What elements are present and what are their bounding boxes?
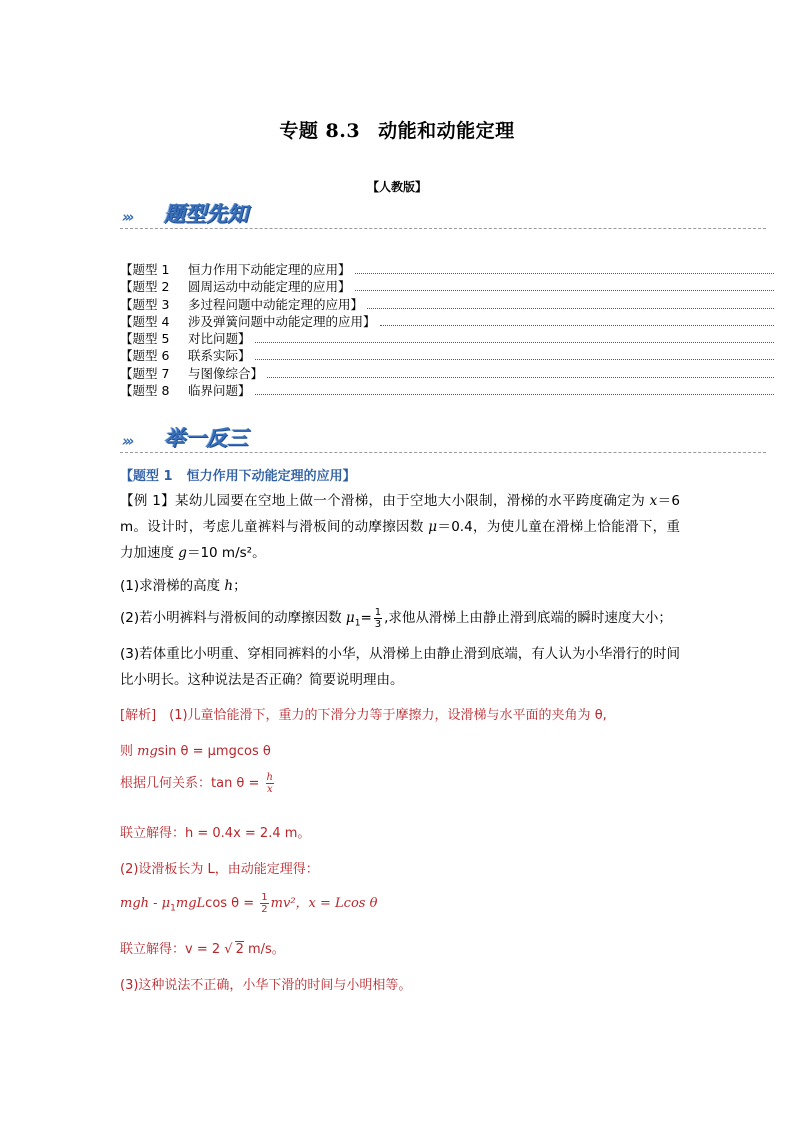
toc-item-5[interactable] [120, 329, 774, 346]
toc-leader-dots [355, 280, 774, 291]
question-1: (1)求滑梯的高度 h； [120, 578, 247, 594]
edition-label: 【人教版】 [366, 180, 427, 194]
title-text: 动能和动能定理 [378, 120, 515, 142]
example-intro: 【例 1】某幼儿园要在空地上做一个滑梯，由于空地大小限制，滑梯的水平跨度确定为 x＝6 m。设计时，考虑儿童裤料与滑板间的动摩擦因数 μ＝0.4，为使儿童在滑梯上恰能滑下，重力加速度 g＝10 m/s²。 [120, 493, 681, 561]
toc-item-label: 【题型 1 恒力作用下动能定理的应用】 [120, 262, 351, 277]
toc-item-4[interactable] [120, 312, 774, 329]
question-3: (3)若体重比小明重、穿相同裤料的小华，从滑梯上由静止滑到底端，有人认为小华滑行的时间比小明长。这种说法是否正确？简要说明理由。 [120, 646, 680, 688]
toc-leader-dots [267, 367, 774, 378]
toc-item-label: 【题型 5 对比问题】 [120, 331, 251, 347]
toc-item-label: 【题型 4 涉及弹簧问题中动能定理的应用】 [120, 313, 376, 329]
title-number: 专题 8.3 [279, 120, 361, 142]
toc-item-1[interactable] [120, 260, 774, 277]
toc-item-6[interactable] [120, 346, 774, 363]
toc-item-label: 【题型 6 联系实际】 [120, 348, 251, 364]
arrows-icon: ››› [122, 208, 132, 226]
toc-leader-dots [255, 332, 774, 343]
toc-item-8[interactable] [120, 381, 774, 398]
toc-leader-dots [380, 315, 774, 326]
solution-line-6: mgh - $\mu_1mgLcos$ θ = $\frac{1}{2}$ mv²，x = Lcos θ [120, 892, 378, 915]
banner-practice [120, 424, 766, 453]
section-heading: 【题型 1 恒力作用下动能定理的应用】 [120, 469, 356, 484]
arrows-icon: ››› [122, 432, 132, 450]
toc-leader-dots [255, 384, 774, 395]
solution-line-1: [解析] (1)儿童恰能滑下，重力的下滑分力等于摩擦力，设滑梯与水平面的夹角为 θ, [120, 708, 607, 723]
solution-line-2: 则 mgsin θ = μmgcos θ [120, 744, 271, 759]
toc-item-label: 【题型 3 多过程问题中动能定理的应用】 [120, 296, 364, 312]
banner-question-types [120, 200, 766, 229]
solution-line-5: (2)设滑板长为 L，由动能定理得： [120, 862, 319, 877]
toc-item-2[interactable] [120, 277, 774, 294]
question-2: (2)若小明裤料与滑板间的动摩擦因数 $\mu_1=$ $\frac{1}{3}$ ,求他从滑梯上由静止滑到底端的瞬时速度大小； [120, 606, 672, 630]
solution-line-3: 根据几何关系：tan θ = $\frac{h}{x}$ [120, 772, 273, 795]
banner-title: 举一反三 [164, 425, 248, 450]
banner-title: 题型先知 [164, 201, 248, 226]
toc-leader-dots [367, 298, 774, 309]
toc-item-label: 【题型 2 圆周运动中动能定理的应用】 [120, 279, 351, 295]
toc-item-3[interactable] [120, 295, 774, 312]
page-title [0, 116, 794, 143]
toc-leader-dots [355, 263, 774, 274]
toc-item-label: 【题型 7 与图像综合】 [120, 365, 264, 381]
solution-line-8: (3)这种说法不正确，小华下滑的时间与小明相等。 [120, 978, 412, 993]
toc-item-7[interactable] [120, 364, 774, 381]
table-of-contents [120, 260, 774, 398]
toc-leader-dots [255, 349, 774, 360]
solution-line-4: 联立解得：h = 0.4x = 2.4 m。 [120, 826, 311, 841]
solution-line-7: 联立解得：v = 2 √ 2 m/s。 [120, 942, 285, 957]
toc-item-label: 【题型 8 临界问题】 [120, 383, 251, 399]
